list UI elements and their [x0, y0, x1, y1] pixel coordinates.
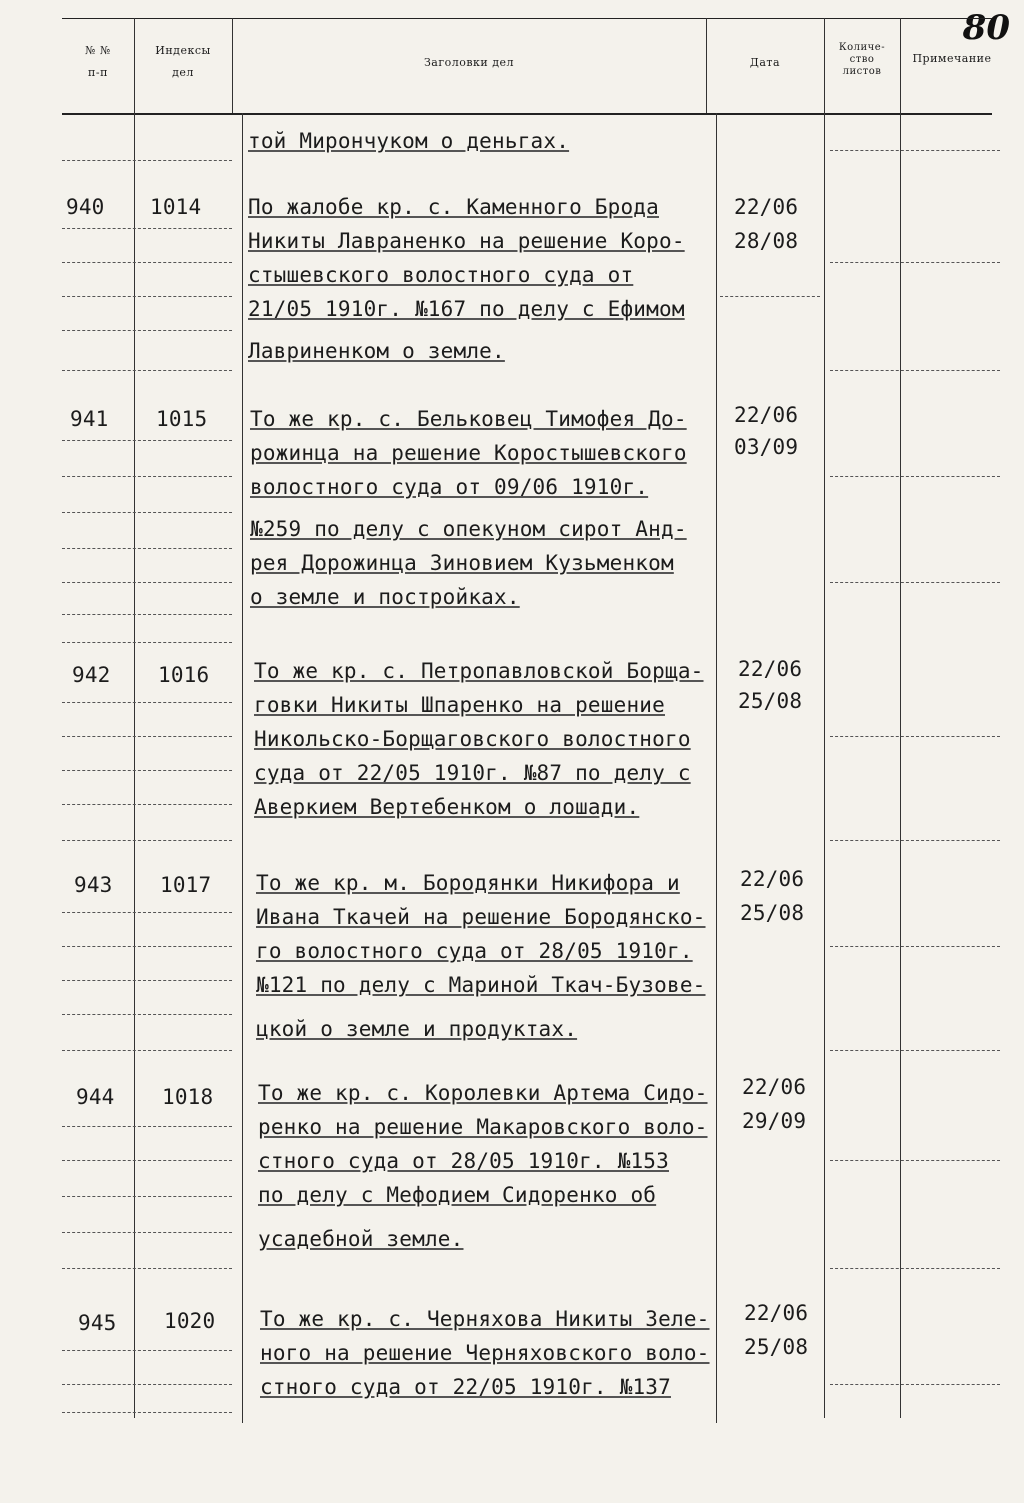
- record-date-end: 25/08: [740, 901, 805, 925]
- col-divider-title: [716, 113, 717, 1423]
- record-title-line: ренко на решение Макаровского воло-: [258, 1115, 708, 1139]
- header-num-line1: № №: [85, 44, 111, 57]
- page-number: 80: [962, 8, 1010, 48]
- continuation-text: той Мирончуком о деньгах.: [248, 129, 570, 153]
- header-num: [62, 40, 134, 84]
- header-index-line1: Индексы: [155, 44, 211, 57]
- record-num: 941: [70, 407, 109, 431]
- record-title-line: То же кр. с. Королевки Артема Сидо-: [258, 1081, 708, 1105]
- record-date-end: 03/09: [734, 435, 799, 459]
- record-title-line: Ивана Ткачей на решение Бородянско-: [256, 905, 706, 929]
- record-title-line: о земле и постройках.: [250, 585, 520, 609]
- record-title-line: №259 по делу с опекуном сирот Анд-: [250, 517, 687, 541]
- record-date-end: 28/08: [734, 229, 799, 253]
- record-title-line: усадебной земле.: [258, 1227, 464, 1251]
- record-title-line: Никольско-Борщаговского волостного: [254, 727, 691, 751]
- header-num-line2: п-п: [88, 66, 108, 79]
- col-divider-count: [900, 18, 901, 1418]
- record-title-line: рея Дорожинца Зиновием Кузьменком: [250, 551, 674, 575]
- record-title-line: Лавриненком о земле.: [248, 339, 505, 363]
- record-title-line: То же кр. с. Черняхова Никиты Зеле-: [260, 1307, 710, 1331]
- record-index: 1020: [164, 1309, 216, 1333]
- record-title-line: То же кр. м. Бородянки Никифора и: [256, 871, 680, 895]
- col-divider-date: [824, 18, 825, 1418]
- record-title-line: ного на решение Черняховского воло-: [260, 1341, 710, 1365]
- col-divider-index-header: [232, 18, 233, 113]
- col-divider-title-header: [706, 18, 707, 113]
- record-num: 945: [78, 1311, 117, 1335]
- col-divider-index: [242, 113, 243, 1423]
- record-date-start: 22/06: [742, 1075, 807, 1099]
- record-title-line: цкой о земле и продуктах.: [256, 1017, 578, 1041]
- record-num: 942: [72, 663, 111, 687]
- header-count-line2: ство: [849, 54, 875, 65]
- record-title-line: стного суда от 22/05 1910г. №137: [260, 1375, 671, 1399]
- record-date-end: 25/08: [738, 689, 803, 713]
- record-date-start: 22/06: [740, 867, 805, 891]
- header-index-line2: дел: [172, 66, 194, 79]
- header-bottom-rule: [62, 113, 992, 115]
- record-title-line: №121 по делу с Мариной Ткач-Бузове-: [256, 973, 706, 997]
- record-title-line: по делу с Мефодием Сидоренко об: [258, 1183, 657, 1207]
- record-num: 943: [74, 873, 113, 897]
- record-date-start: 22/06: [744, 1301, 809, 1325]
- header-index: [134, 40, 232, 84]
- record-date-start: 22/06: [734, 403, 799, 427]
- header-title: Заголовки дел: [423, 56, 515, 69]
- record-title-line: Аверкием Вертебенком о лошади.: [254, 795, 640, 819]
- record-index: 1018: [162, 1085, 214, 1109]
- record-num: 944: [76, 1085, 115, 1109]
- header-note: Примечание: [912, 52, 992, 65]
- record-date-start: 22/06: [738, 657, 803, 681]
- record-title-line: То же кр. с. Бельковец Тимофея До-: [250, 407, 687, 431]
- header-count-line1: Количе-: [838, 42, 886, 53]
- record-title-line: 21/05 1910г. №167 по делу с Ефимом: [248, 297, 685, 321]
- record-index: 1015: [156, 407, 208, 431]
- record-title-line: рожинца на решение Коростышевского: [250, 441, 687, 465]
- header-count-line3: листов: [842, 66, 882, 77]
- record-date-end: 29/09: [742, 1109, 807, 1133]
- record-title-line: го волостного суда от 28/05 1910г.: [256, 939, 693, 963]
- record-title-line: То же кр. с. Петропавловской Борща-: [254, 659, 704, 683]
- record-title-line: По жалобе кр. с. Каменного Брода: [248, 195, 659, 219]
- record-index: 1014: [150, 195, 202, 219]
- record-title-line: Никиты Лавраненко на решение Коро-: [248, 229, 685, 253]
- record-title-line: стышевского волостного суда от: [248, 263, 634, 287]
- record-index: 1016: [158, 663, 210, 687]
- record-title-line: говки Никиты Шпаренко на решение: [254, 693, 665, 717]
- header-date: Дата: [749, 56, 781, 69]
- record-date-end: 25/08: [744, 1335, 809, 1359]
- record-num: 940: [66, 195, 105, 219]
- record-date-start: 22/06: [734, 195, 799, 219]
- record-title-line: суда от 22/05 1910г. №87 по делу с: [254, 761, 691, 785]
- record-title-line: стного суда от 28/05 1910г. №153: [258, 1149, 669, 1173]
- header-top-rule: [62, 18, 992, 19]
- header-count: [824, 42, 900, 78]
- record-title-line: волостного суда от 09/06 1910г.: [250, 475, 649, 499]
- record-index: 1017: [160, 873, 212, 897]
